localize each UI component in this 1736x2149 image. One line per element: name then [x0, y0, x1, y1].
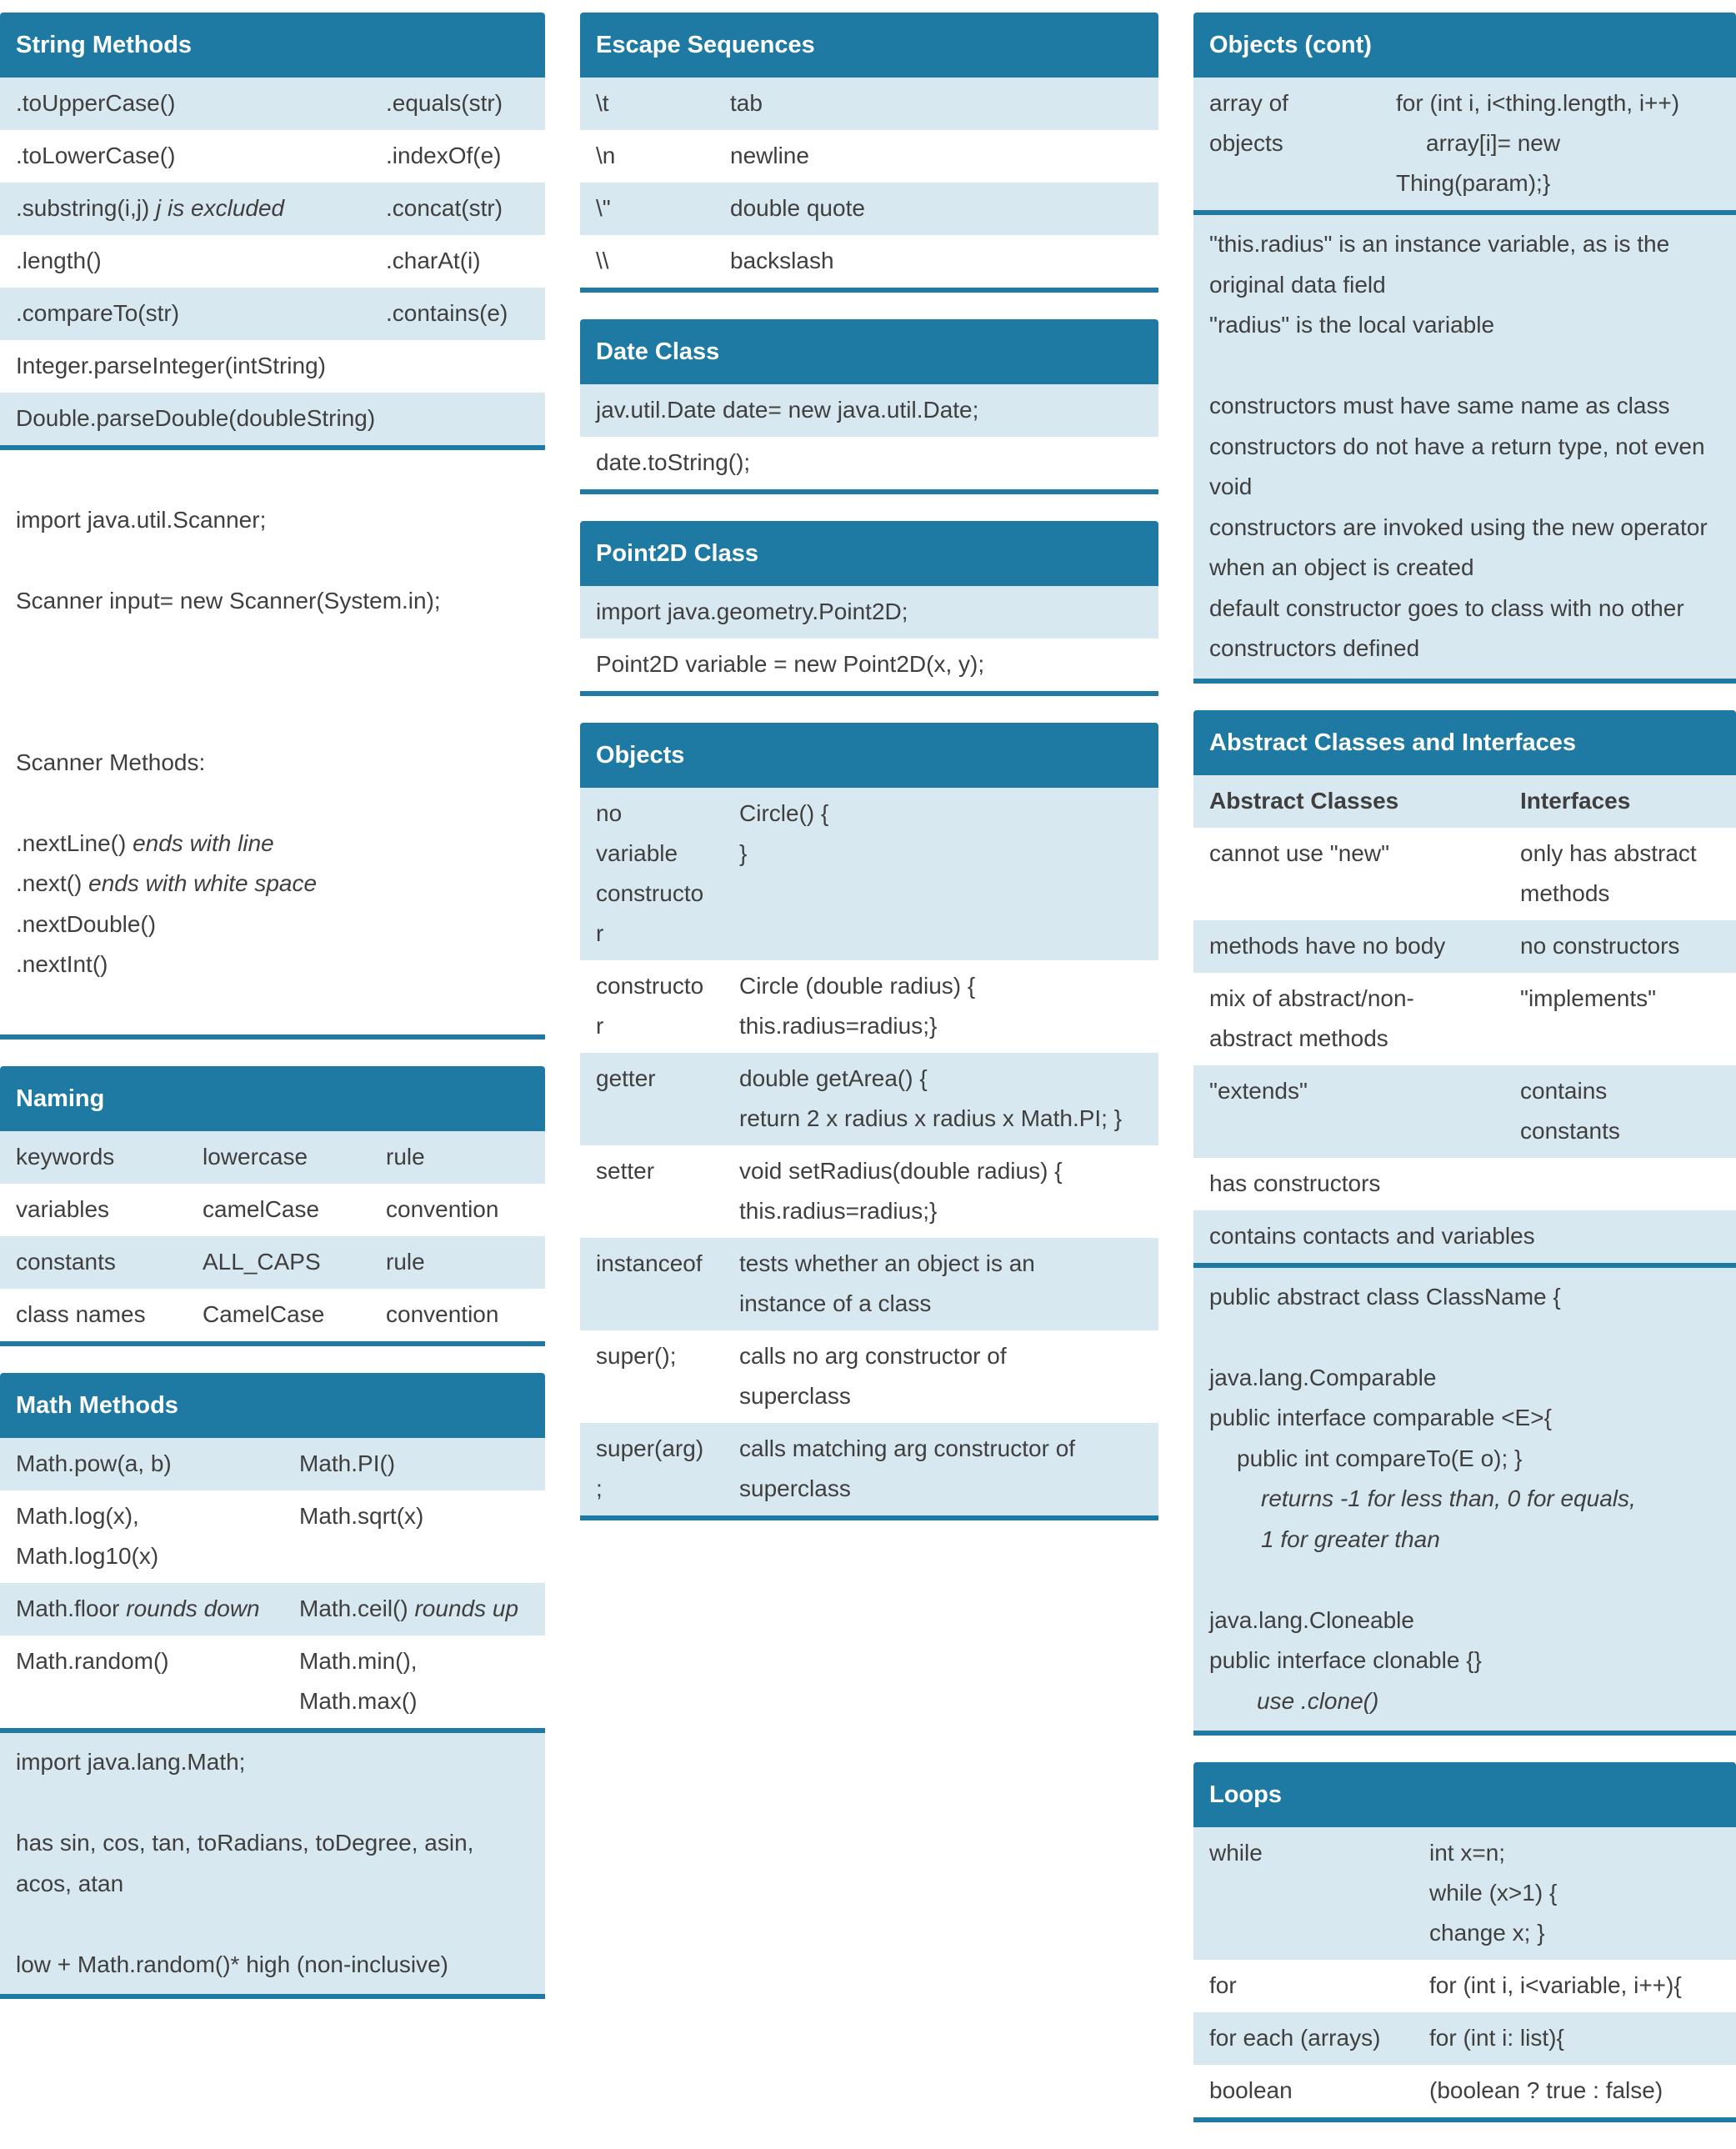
table-row: [580, 1423, 1158, 1515]
scanner-method: [16, 824, 529, 864]
table-cell: "implements": [1520, 984, 1657, 1011]
code-line: [1209, 1317, 1720, 1358]
method-name: .next(): [16, 870, 83, 896]
table-cell: calls matching arg constructor of superclass: [739, 1435, 1076, 1501]
code-line: returns -1 for less than, 0 for equals,: [1261, 1485, 1636, 1511]
method-name: Math.floor: [16, 1595, 120, 1621]
table-row: [0, 1131, 545, 1184]
method-name: Math.min(), Math.max(): [299, 1648, 418, 1714]
table-cell: only has abstract methods: [1520, 839, 1697, 906]
table-row: [580, 384, 1158, 437]
table-row: [0, 393, 545, 445]
table-cell: for (int i, i<variable, i++){: [1429, 1972, 1682, 1998]
table-cell: [0, 1444, 283, 1484]
table-row: [0, 288, 545, 340]
table-cell: for: [1209, 1972, 1237, 1998]
method-name: .nextInt(): [16, 951, 108, 977]
table-cell: keywords: [16, 1144, 115, 1170]
table-row: [0, 1438, 545, 1490]
table-cell: constructo r: [596, 973, 704, 1039]
code-line: java.lang.Comparable: [1209, 1364, 1437, 1390]
loops-header: Loops: [1193, 1762, 1736, 1827]
objects-header: Objects: [580, 723, 1158, 788]
table-cell: .indexOf(e): [386, 143, 502, 168]
table-row: [1193, 973, 1736, 1065]
table-row: [0, 183, 545, 235]
column-1: [0, 13, 545, 2026]
table-cell: class names: [16, 1301, 146, 1327]
table-cell: \\: [596, 248, 609, 273]
table-cell: calls no arg constructor of superclass: [739, 1343, 1007, 1409]
escape-sequences-header: Escape Sequences: [580, 13, 1158, 78]
method-note: j is excluded: [156, 195, 285, 221]
method-name: Math.pow(a, b): [16, 1450, 172, 1476]
cell-line: for (int i, i<thing.length, i++): [1396, 90, 1680, 116]
table-cell: no variable constructo r: [596, 800, 704, 946]
table-cell: contains constants: [1520, 1077, 1620, 1144]
table-cell: rule: [386, 1249, 425, 1275]
table-row: [0, 1490, 545, 1583]
table-cell: .toLowerCase(): [16, 143, 176, 168]
table-cell: double quote: [730, 195, 865, 221]
table-cell: [283, 1444, 545, 1484]
method-name: .nextDouble(): [16, 910, 157, 937]
table-cell: newline: [730, 143, 809, 168]
table-cell: Integer.parseInteger(intString): [16, 353, 326, 378]
table-cell: .charAt(i): [386, 248, 481, 273]
code-line: java.lang.Cloneable: [1209, 1606, 1414, 1633]
table-row: [580, 1330, 1158, 1423]
table-row: [1193, 920, 1736, 973]
table-row: [580, 639, 1158, 691]
table-header-row: [1193, 775, 1736, 828]
table-cell: int x=n; while (x>1) { change x; }: [1429, 1840, 1558, 1946]
table-cell: super();: [596, 1343, 677, 1369]
table-cell: tab: [730, 90, 763, 116]
table-row: [0, 340, 545, 393]
method-name: .substring(i,j): [16, 195, 150, 221]
cell-line: array[i]= new: [1426, 130, 1561, 156]
table-cell: .concat(str): [386, 195, 503, 221]
note-line: import java.util.Scanner;: [16, 506, 267, 533]
code-line: 1 for greater than: [1261, 1525, 1440, 1552]
code-line: public interface clonable {}: [1209, 1647, 1482, 1673]
table-cell: rule: [386, 1144, 425, 1170]
table-row: [1193, 2065, 1736, 2117]
table-cell: variables: [16, 1196, 110, 1222]
escape-sequences-box: [580, 13, 1158, 293]
table-cell: [0, 188, 370, 228]
method-note: rounds up: [414, 1595, 519, 1621]
table-cell: contains contacts and variables: [1209, 1222, 1535, 1249]
table-cell: methods have no body: [1209, 932, 1446, 959]
table-cell: import java.geometry.Point2D;: [596, 599, 908, 624]
table-cell: Point2D variable = new Point2D(x, y);: [596, 651, 985, 677]
table-cell: Circle (double radius) { this.radius=radius;}: [739, 973, 976, 1039]
table-cell: instanceof: [596, 1250, 703, 1276]
table-cell: "extends": [1209, 1077, 1308, 1104]
date-class-box: [580, 319, 1158, 494]
objects-box: [580, 723, 1158, 1520]
method-name: Math.ceil(): [299, 1595, 408, 1621]
date-class-header: Date Class: [580, 319, 1158, 384]
table-row: [0, 1236, 545, 1289]
table-row: [0, 235, 545, 288]
code-line: use .clone(): [1257, 1687, 1379, 1714]
method-name: .nextLine(): [16, 829, 127, 856]
table-row: [0, 130, 545, 183]
table-cell: .compareTo(str): [16, 300, 180, 326]
code-line: public int compareTo(E o); }: [1237, 1445, 1523, 1471]
table-row: [580, 960, 1158, 1053]
table-cell: [0, 1641, 283, 1721]
table-cell: void setRadius(double radius) { this.radius=radius;}: [739, 1158, 1063, 1224]
note-line: [16, 662, 529, 703]
code-line: [1209, 1560, 1720, 1600]
loops-box: [1193, 1762, 1736, 2122]
scanner-method: [16, 944, 529, 985]
table-cell: boolean: [1209, 2077, 1293, 2103]
table-cell: no constructors: [1520, 932, 1680, 959]
objects-cont-header: Objects (cont): [1193, 13, 1736, 78]
table-row: [1193, 828, 1736, 920]
code-line: public interface comparable <E>{: [1209, 1405, 1552, 1430]
table-row: [1193, 78, 1736, 210]
table-row: [1193, 1158, 1736, 1210]
table-row: [1193, 1210, 1736, 1263]
table-cell: [0, 1496, 283, 1576]
string-methods-box: [0, 13, 545, 1039]
table-cell: [0, 1589, 283, 1629]
scanner-method: [16, 904, 529, 945]
scanner-method: [16, 864, 529, 904]
table-cell: Double.parseDouble(doubleString): [16, 405, 376, 431]
scanner-note: [0, 445, 545, 1034]
table-row: [580, 1053, 1158, 1145]
table-row: [1193, 1960, 1736, 2012]
objects-cont-box: [1193, 13, 1736, 684]
math-methods-box: [0, 1373, 545, 1999]
method-name: Math.PI(): [299, 1450, 396, 1476]
table-cell: ALL_CAPS: [203, 1249, 321, 1275]
method-name: Math.log(x), Math.log10(x): [16, 1503, 159, 1569]
table-cell: \n: [596, 143, 616, 168]
table-row: [580, 437, 1158, 489]
cell-line: Thing(param);}: [1396, 170, 1551, 196]
method-name: Math.sqrt(x): [299, 1503, 424, 1529]
table-row: [0, 1583, 545, 1636]
table-cell: jav.util.Date date= new java.util.Date;: [596, 397, 979, 423]
table-cell: \": [596, 195, 611, 221]
table-cell: super(arg) ;: [596, 1435, 704, 1501]
table-cell: date.toString();: [596, 449, 751, 475]
table-cell: [283, 1496, 545, 1576]
table-row: [580, 1238, 1158, 1330]
table-cell: .toUpperCase(): [16, 90, 176, 116]
objects-cont-note: "this.radius" is an instance variable, as is the original data field "radius" is the local variable constructors must have same name as class constructors do not have a return type, not even void constructors are invoked using the new operator when an object is created default constructor goes to class with no other constructors defined: [1193, 210, 1736, 679]
table-cell: Circle() { }: [739, 800, 829, 866]
string-methods-header: String Methods: [0, 13, 545, 78]
table-cell: .contains(e): [386, 300, 508, 326]
table-cell: [1504, 1164, 1736, 1204]
table-cell: [1380, 83, 1736, 203]
table-row: [0, 1184, 545, 1236]
table-cell: \t: [596, 90, 609, 116]
method-note: ends with white space: [88, 870, 318, 896]
table-cell: camelCase: [203, 1196, 320, 1222]
method-note: ends with line: [133, 829, 274, 856]
table-cell: .length(): [16, 248, 102, 273]
table-cell: .equals(str): [386, 90, 503, 116]
abstract-header: Abstract Classes and Interfaces: [1193, 710, 1736, 775]
table-cell: double getArea() { return 2 x radius x radius x Math.PI; }: [739, 1065, 1123, 1131]
table-cell: (boolean ? true : false): [1429, 2077, 1663, 2103]
table-row: [1193, 1827, 1736, 1960]
table-cell: [283, 1589, 545, 1629]
table-cell: for each (arrays): [1209, 2025, 1381, 2051]
table-row: [580, 130, 1158, 183]
math-note: import java.lang.Math; has sin, cos, tan, toRadians, toDegree, asin, acos, atan low + Math.random()* high (non-inclusive): [0, 1728, 545, 1994]
table-row: [1193, 2012, 1736, 2065]
point2d-class-header: Point2D Class: [580, 521, 1158, 586]
table-cell: for (int i: list){: [1429, 2025, 1564, 2051]
abstract-box: [1193, 710, 1736, 1736]
table-cell: backslash: [730, 248, 834, 273]
table-cell: CamelCase: [203, 1301, 325, 1327]
table-cell: mix of abstract/non- abstract methods: [1209, 984, 1414, 1051]
naming-box: [0, 1066, 545, 1346]
table-row: [580, 788, 1158, 960]
note-line: Scanner input= new Scanner(System.in);: [16, 587, 441, 614]
table-cell: tests whether an object is an instance of a class: [739, 1250, 1035, 1316]
method-name: Math.random(): [16, 1648, 169, 1674]
table-cell: constants: [16, 1249, 116, 1275]
table-cell: cannot use "new": [1209, 839, 1390, 866]
table-cell: has constructors: [1209, 1170, 1381, 1196]
table-row: [580, 235, 1158, 288]
column-header: Abstract Classes: [1209, 787, 1399, 814]
method-note: rounds down: [126, 1595, 260, 1621]
column-header: Interfaces: [1520, 787, 1631, 814]
table-cell: getter: [596, 1065, 656, 1091]
table-cell: convention: [386, 1301, 499, 1327]
math-methods-header: Math Methods: [0, 1373, 545, 1438]
table-cell: setter: [596, 1158, 655, 1184]
table-cell: convention: [386, 1196, 499, 1222]
table-row: [0, 1636, 545, 1728]
table-row: [580, 78, 1158, 130]
point2d-class-box: [580, 521, 1158, 696]
table-row: [580, 1145, 1158, 1238]
naming-header: Naming: [0, 1066, 545, 1131]
table-row: [580, 183, 1158, 235]
table-row: [1193, 1065, 1736, 1158]
column-2: [580, 13, 1158, 1547]
table-cell: while: [1209, 1840, 1263, 1866]
note-line: Scanner Methods:: [16, 749, 206, 775]
column-3: [1193, 13, 1736, 2149]
abstract-code-note: [1193, 1263, 1736, 1731]
table-cell: array of objects: [1209, 90, 1288, 156]
table-row: [0, 78, 545, 130]
table-cell: [283, 1641, 545, 1721]
table-cell: lowercase: [203, 1144, 308, 1170]
code-line: public abstract class ClassName {: [1209, 1283, 1561, 1310]
table-row: [580, 586, 1158, 639]
table-row: [0, 1289, 545, 1341]
